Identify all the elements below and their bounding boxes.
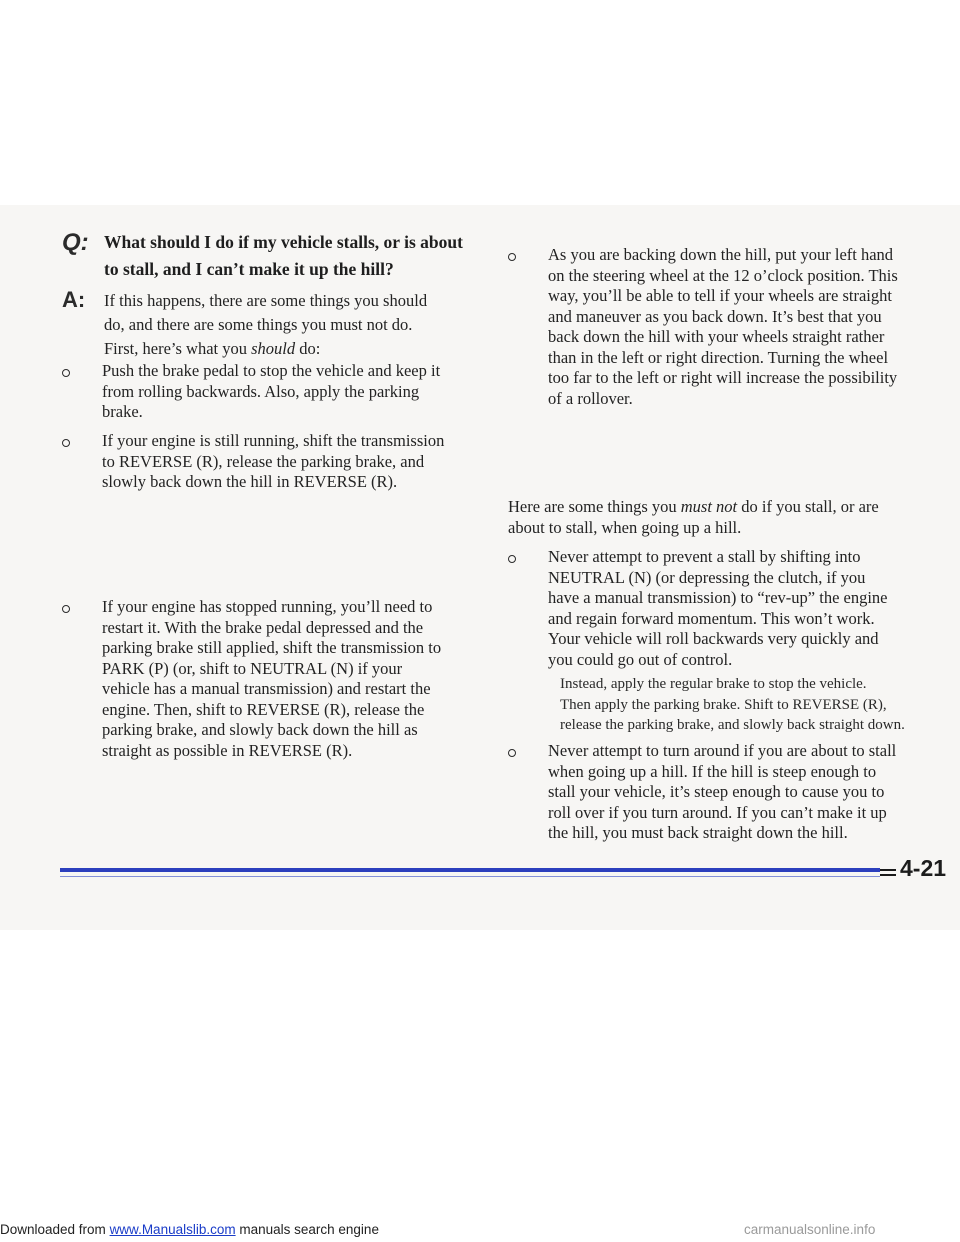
bullet-text: Never attempt to prevent a stall by shifting into NEUTRAL (N) (or depressing the clutch, if you have a manual transmission) to “rev-up” the engine and regain forward momentum. This won’t work. Your vehicle will roll backwards very quickly and you could go out of control. <box>548 547 888 669</box>
page-number: 4-21 <box>900 855 947 881</box>
footer-rule-end <box>880 869 896 871</box>
bullet-text: If your engine has stopped running, you’ll need to restart it. With the brake pedal depressed and the parking brake still applied, shift the transmission to PARK (P) (or, shift to NEUTRAL (N) if your vehicle has a manual transmission) and restart the engine. Then, shift to REVERSE (R), release the parking brake, and slowly back down the hill as straight as possible in REVERSE (R). <box>102 597 442 760</box>
download-footer <box>0 1222 379 1237</box>
answer-mark: A: <box>62 287 86 312</box>
bullet-text: Never attempt to turn around if you are about to stall when going up a hill. If the hill is steep enough to stall your vehicle, it’s steep enough to cause you to roll over if you turn around. If you can’t make it up the hill, you must back straight down the hill. <box>548 741 897 842</box>
footer-suffix: manuals search engine <box>235 1222 379 1237</box>
watermark: carmanualsonline.info <box>744 1222 876 1237</box>
bullet-text: Push the brake pedal to stop the vehicle and keep it from rolling backwards. Also, apply the parking brake. <box>102 361 441 421</box>
emphasis-must-not: must not <box>680 497 738 516</box>
bullet-text: If your engine is still running, shift the transmission to REVERSE (R), release the parking brake, and slowly back down the hill in REVERSE (R). <box>102 431 445 491</box>
answer-text <box>104 289 544 361</box>
footer-rule-thin <box>60 876 880 877</box>
must-not-intro: Here are some things you must not do if you stall, or are about to stall, when going up a hill. <box>508 497 879 537</box>
manual-page <box>0 205 960 930</box>
footer-rule-end <box>880 874 896 876</box>
answer-line: do, and there are some things you must not do. <box>104 315 413 334</box>
answer-line: If this happens, there are some things you should <box>104 291 428 310</box>
emphasis-should: should <box>251 339 296 358</box>
manualslib-link[interactable]: www.Manualslib.com <box>109 1222 236 1237</box>
question-line: What should I do if my vehicle stalls, or is about <box>104 232 463 252</box>
bullet-text: As you are backing down the hill, put your left hand on the steering wheel at the 12 o’clock position. This way, you’ll be able to tell if your wheels are straight and maneuver as you back down. It’s best that you back down the hill with your wheels straight rather than in the left or right direction. Turning the wheel too far to the left or right will increase the possibility of a rollover. <box>548 245 898 408</box>
bullet-icon <box>508 253 516 261</box>
question-line: to stall, and I can’t make it up the hill? <box>104 259 394 279</box>
question-mark: Q: <box>62 229 89 256</box>
question-text <box>104 229 544 283</box>
bullet-icon <box>62 605 70 613</box>
answer-line: First, here’s what you should do: <box>104 339 321 358</box>
bullet-icon <box>508 749 516 757</box>
bullet-icon <box>508 555 516 563</box>
instead-paragraph: Instead, apply the regular brake to stop the vehicle. Then apply the parking brake. Shift to REVERSE (R), release the parking brake, and slowly back straight down. <box>560 676 905 733</box>
footer-rule-thick <box>60 868 880 872</box>
bullet-icon <box>62 439 70 447</box>
bullet-icon <box>62 369 70 377</box>
footer-prefix: Downloaded from <box>0 1222 110 1237</box>
